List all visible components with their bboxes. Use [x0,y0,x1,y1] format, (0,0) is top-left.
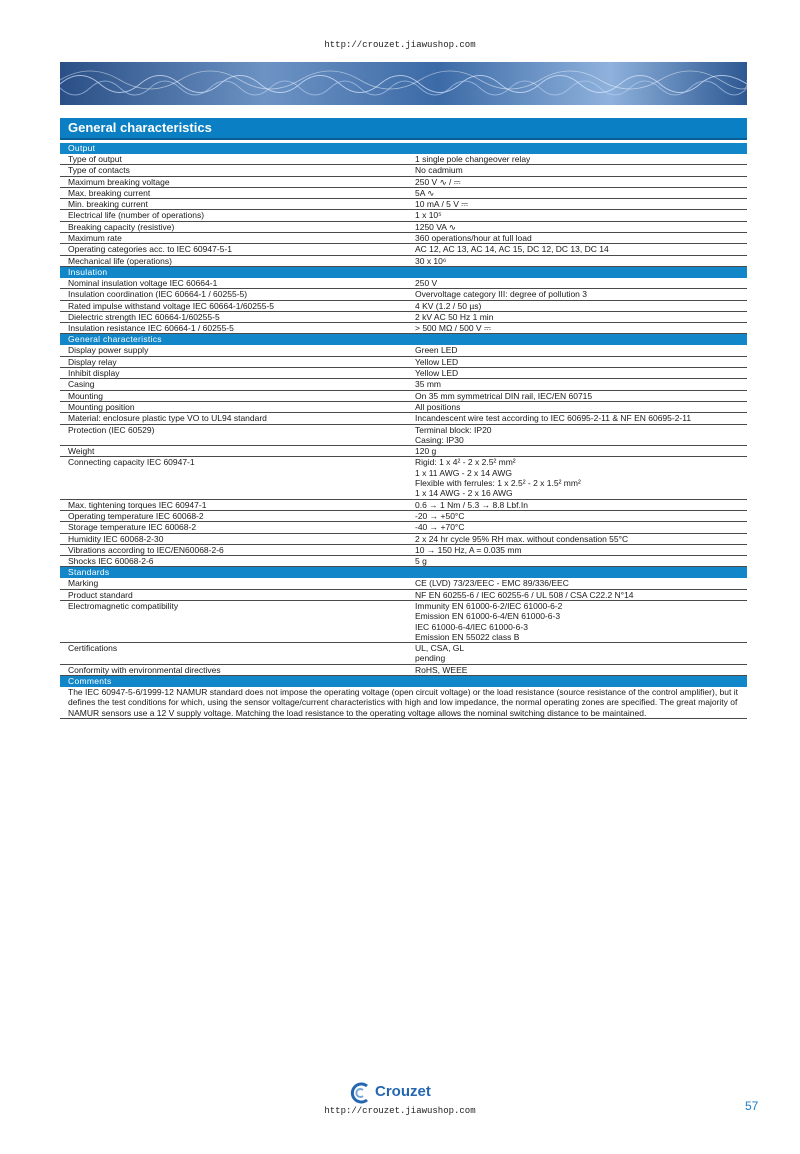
table-row [60,177,747,188]
row-value-line: IEC 61000-6-4/IEC 61000-6-3 [415,621,528,632]
row-label: Storage temperature IEC 60068-2 [68,522,197,533]
row-label: Protection (IEC 60529) [68,424,155,435]
row-label: Electrical life (number of operations) [68,210,205,221]
row-label: Casing [68,379,95,390]
row-value-line: 1 single pole changeover relay [415,154,531,164]
row-label: Vibrations according to IEC/EN60068-2-6 [68,544,224,555]
row-label: Display relay [68,356,117,367]
comments-header: Comments [60,676,747,687]
page-title: General characteristics [68,120,212,135]
table-row [60,233,747,244]
table-row [60,391,747,402]
row-label: Product standard [68,589,133,600]
row-value [415,534,747,544]
spec-table [60,143,747,719]
table-row [60,244,747,255]
row-value-line: 10 mA / 5 V ⎓ [415,199,469,210]
row-label: Max. tightening torques IEC 60947-1 [68,499,207,510]
row-label: Connecting capacity IEC 60947-1 [68,457,195,468]
table-row [60,457,747,499]
table-row [60,301,747,312]
table-row [60,500,747,511]
row-value-line: 5A ∿ [415,187,435,198]
row-label: Certifications [68,643,118,654]
row-value [415,425,747,446]
table-row [60,590,747,601]
row-value [415,278,747,288]
table-row [60,556,747,567]
table-row [60,199,747,210]
row-value-line: 4 KV (1.2 / 50 µs) [415,300,482,311]
row-value [415,413,747,423]
table-row [60,425,747,447]
row-value [415,446,747,456]
row-label: Insulation resistance IEC 60664-1 / 60255-5 [68,323,234,334]
table-row [60,402,747,413]
brand-name: Crouzet [375,1083,431,1100]
row-value-line: Emission EN 55022 class B [415,631,520,642]
row-label: Mounting position [68,401,135,412]
table-row [60,665,747,676]
row-value [415,643,747,664]
row-label: Marking [68,578,99,589]
row-value [415,233,747,243]
table-row [60,643,747,665]
row-label: Maximum breaking voltage [68,176,170,187]
row-value-line: Flexible with ferrules: 1 x 2.5² - 2 x 1.5² mm² [415,478,581,489]
row-label: Shocks IEC 60068-2-6 [68,556,154,567]
section-title-bar [60,118,747,140]
row-value-line: -20 → +50°C [415,510,465,521]
table-row [60,278,747,289]
row-value [415,312,747,322]
crouzet-logo [345,1082,455,1104]
row-value-line: Incandescent wire test according to IEC 60695-2-11 & NF EN 60695-2-11 [415,413,692,424]
row-value-line: 1 x 11 AWG - 2 x 14 AWG [415,467,512,478]
row-label: Inhibit display [68,368,120,379]
row-value-line: CE (LVD) 73/23/EEC - EMC 89/336/EEC [415,578,569,589]
table-row [60,379,747,390]
row-value-line: All positions [415,401,461,412]
table-row [60,256,747,267]
row-value-line: Casing: IP30 [415,434,464,445]
row-value-line: 10 → 150 Hz, A = 0.035 mm [415,544,522,555]
row-value [415,256,747,266]
row-value [415,391,747,401]
row-value [415,578,747,588]
row-value [415,177,747,187]
row-label: Mechanical life (operations) [68,255,172,266]
page-number: 57 [745,1099,759,1113]
row-label: Maximum rate [68,233,122,244]
row-value [415,511,747,521]
row-value [415,165,747,175]
row-value-line: 360 operations/hour at full load [415,233,532,244]
row-label: Material: enclosure plastic type VO to UL94 standard [68,413,267,424]
row-value [415,665,747,675]
waveform-graphic [60,62,747,105]
row-value [415,188,747,198]
row-value [415,345,747,355]
row-label: Nominal insulation voltage IEC 60664-1 [68,277,218,288]
row-value-line: 250 V ∿ / ⎓ [415,176,461,187]
row-label: Insulation coordination (IEC 60664-1 / 60255-5) [68,289,248,300]
row-value-line: 1 x 14 AWG - 2 x 16 AWG [415,488,513,499]
row-value-line: Yellow LED [415,368,459,379]
row-value-line: Immunity EN 61000-6-2/IEC 61000-6-2 [415,600,563,611]
table-row [60,188,747,199]
row-value-line: Emission EN 61000-6-4/EN 61000-6-3 [415,611,561,622]
row-value [415,199,747,209]
row-value [415,522,747,532]
row-label: Type of output [68,154,122,164]
row-value [415,457,747,498]
table-row [60,357,747,368]
row-label: Breaking capacity (resistive) [68,221,175,232]
row-label: Electromagnetic compatibility [68,600,179,611]
table-row [60,154,747,165]
row-value-line: 1 x 10⁵ [415,210,442,221]
row-label: Type of contacts [68,165,130,176]
section-header: Insulation [60,267,747,278]
row-value [415,222,747,232]
row-value-line: NF EN 60255-6 / IEC 60255-6 / UL 508 / CSA C22.2 N°14 [415,589,634,600]
section-header: General characteristics [60,334,747,345]
row-value-line: 250 V [415,277,438,288]
row-label: Weight [68,446,95,457]
comments-text: The IEC 60947-5-6/1999-12 NAMUR standard does not impose the operating voltage (open circuit voltage) or the load resistance (source resistance of the control amplifier), but it defines the test conditions for which, using the sensor voltage/current characteristics with high and low impedance, the normal operating zones are specified. The great majority of NAMUR sensors use a 12 V supply voltage. Matching the load resistance to the operating voltage allows the nominal switching distance to be maintained. [60,687,747,719]
row-value-line: pending [415,653,446,664]
row-value [415,601,747,642]
table-row [60,545,747,556]
row-label: Conformity with environmental directives [68,664,221,675]
section-header: Standards [60,567,747,578]
row-label: Max. breaking current [68,187,151,198]
table-row [60,289,747,300]
section-header: Output [60,143,747,154]
row-label: Mounting [68,390,103,401]
row-value [415,357,747,367]
row-value-line: UL, CSA, GL [415,643,465,654]
table-row [60,368,747,379]
header-banner [60,62,747,105]
row-label: Rated impulse withstand voltage IEC 60664-1/60255-5 [68,300,275,311]
row-value-line: AC 12, AC 13, AC 14, AC 15, DC 12, DC 13, DC 14 [415,244,609,255]
row-value-line: 5 g [415,556,427,567]
table-row [60,345,747,356]
row-value-line: Terminal block: IP20 [415,424,492,435]
row-value-line: RoHS, WEEE [415,664,468,675]
table-row [60,222,747,233]
table-row [60,210,747,221]
row-value [415,154,747,164]
row-value-line: 2 x 24 hr cycle 95% RH max. without condensation 55°C [415,533,629,544]
row-value-line: 30 x 10⁶ [415,255,447,266]
row-value [415,210,747,220]
row-value-line: No cadmium [415,165,463,176]
row-value-line: 35 mm [415,379,441,390]
row-value-line: Yellow LED [415,356,459,367]
row-value [415,402,747,412]
row-label: Min. breaking current [68,199,148,210]
table-row [60,511,747,522]
row-label: Humidity IEC 60068-2-30 [68,533,164,544]
row-value [415,244,747,254]
row-label: Display power supply [68,345,149,356]
crouzet-logo-icon [345,1082,375,1104]
row-value [415,379,747,389]
table-row [60,522,747,533]
table-row [60,323,747,334]
row-value [415,590,747,600]
table-row [60,534,747,545]
row-value-line: Overvoltage category III: degree of pollution 3 [415,289,587,300]
table-row [60,446,747,457]
table-row [60,312,747,323]
table-row [60,165,747,176]
row-value-line: 120 g [415,446,437,457]
row-label: Operating temperature IEC 60068-2 [68,510,204,521]
row-value [415,301,747,311]
row-label: Operating categories acc. to IEC 60947-5-1 [68,244,232,255]
table-row [60,413,747,424]
row-value-line: > 500 MΩ / 500 V ⎓ [415,323,491,334]
table-row [60,578,747,589]
row-value-line: 0.6 → 1 Nm / 5.3 → 8.8 Lbf.In [415,499,528,510]
header-url[interactable]: http://crouzet.jiawushop.com [324,40,476,50]
row-value [415,323,747,333]
row-value [415,545,747,555]
row-value [415,556,747,566]
row-value-line: 2 kV AC 50 Hz 1 min [415,311,494,322]
row-value-line: -40 → +70°C [415,522,465,533]
table-row [60,601,747,643]
row-value-line: Rigid: 1 x 4² - 2 x 2.5² mm² [415,457,516,468]
row-value [415,368,747,378]
row-value-line: On 35 mm symmetrical DIN rail, IEC/EN 60715 [415,390,593,401]
row-value [415,500,747,510]
footer-url[interactable]: http://crouzet.jiawushop.com [324,1106,476,1116]
row-value-line: Green LED [415,345,458,356]
row-value [415,289,747,299]
row-value-line: 1250 VA ∿ [415,221,456,232]
row-label: Dielectric strength IEC 60664-1/60255-5 [68,311,220,322]
